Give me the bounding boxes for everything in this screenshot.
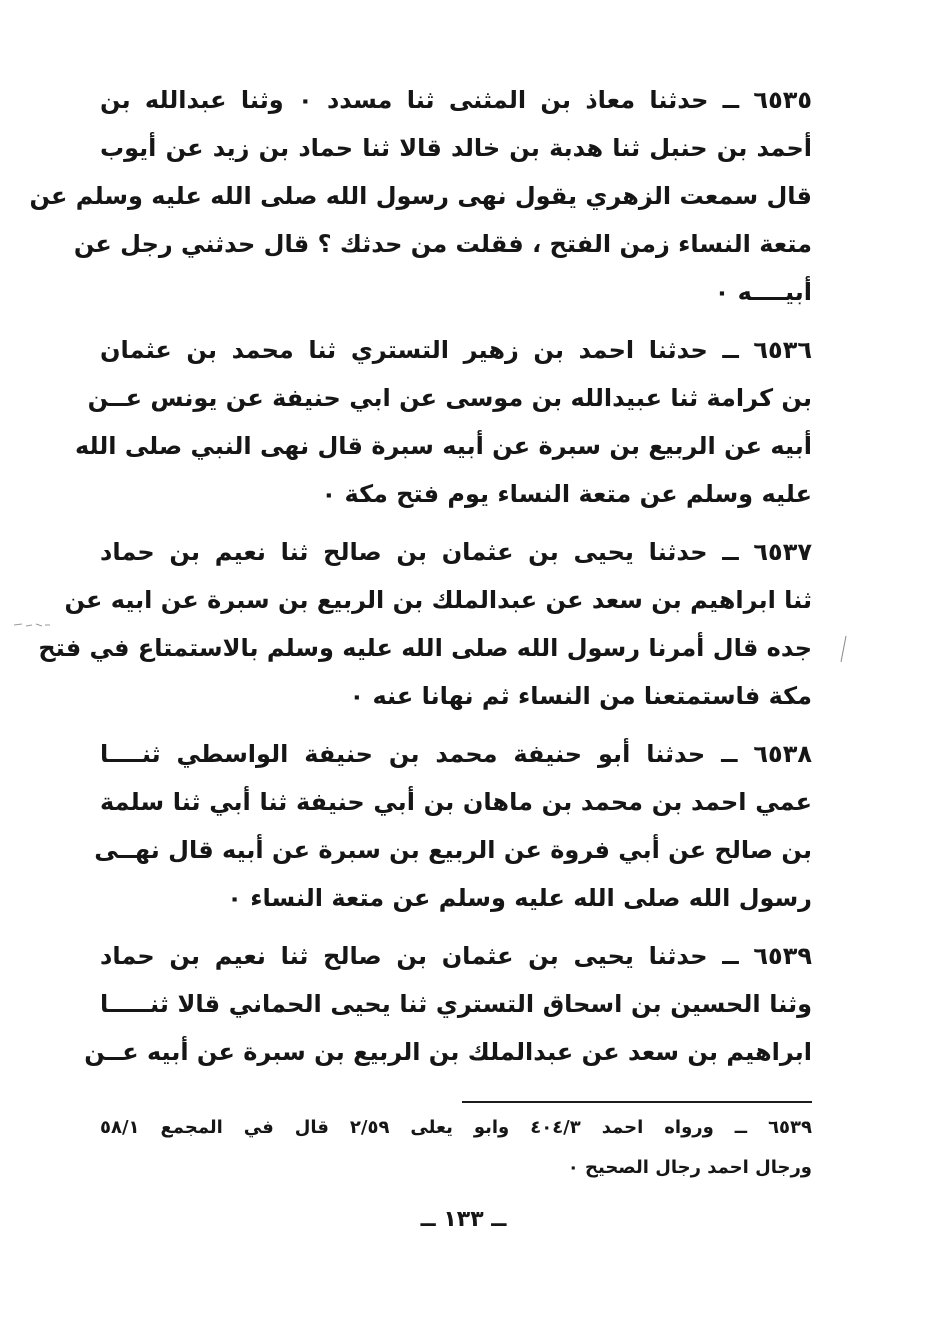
page-number: ــ ١٣٣ ــ: [420, 1207, 507, 1232]
footnote-line: ورجال احمد رجال الصحيح ٠: [567, 1157, 812, 1178]
text-line: وثنا الحسين بن اسحاق التستري ثنا يحيى الحماني قالا ثنـــــا: [100, 990, 812, 1018]
hadith-6537: [38, 528, 812, 720]
text-line: ثنا ابراهيم بن سعد عن عبدالملك بن الربيع بن سبرة عن ابيه عن: [64, 586, 812, 614]
hadith-6536: [74, 326, 812, 518]
text-line: بن كرامة ثنا عبيدالله بن موسى عن ابي حنيفة عن يونس عــن: [87, 384, 812, 412]
text-line: قال سمعت الزهري يقول نهى رسول الله صلى الله عليه وسلم عن: [29, 182, 812, 210]
text-line: أبيــــه ٠: [714, 278, 812, 306]
hadith-6539: [84, 932, 812, 1076]
text-line: ٦٥٣٧ ــ حدثنا يحيى بن عثمان بن صالح ثنا نعيم بن حماد: [100, 538, 812, 566]
scan-margin-mark: [838, 634, 848, 664]
text-line: متعة النساء زمن الفتح ، فقلت من حدثك ؟ قال حدثني رجل عن: [73, 230, 812, 258]
text-line: أبيه عن الربيع بن سبرة عن أبيه سبرة قال نهى النبي صلى الله: [74, 432, 812, 460]
hadith-6535: [29, 76, 813, 316]
hadith-6538: [94, 730, 812, 922]
footnote: [100, 1108, 812, 1188]
hadith-text-block: [29, 76, 813, 1076]
text-line: ٦٥٣٩ ــ حدثنا يحيى بن عثمان بن صالح ثنا نعيم بن حماد: [100, 942, 812, 970]
text-line: ٦٥٣٥ ــ حدثنا معاذ بن المثنى ثنا مسدد ٠ وثنا عبدالله بن: [100, 86, 813, 114]
footnote-line: ٦٥٣٩ ــ ورواه احمد ٤٠٤/٣ وابو يعلى ٢/٥٩ قال في المجمع ٥٨/١: [100, 1117, 813, 1138]
text-line: ٦٥٣٦ ــ حدثنا احمد بن زهير التستري ثنا محمد بن عثمان: [100, 336, 812, 364]
footnote-divider: [462, 1101, 812, 1103]
text-line: عمي احمد بن محمد بن ماهان بن أبي حنيفة ثنا أبي ثنا سلمة: [100, 788, 812, 816]
text-line: ٦٥٣٨ ــ حدثنا أبو حنيفة محمد بن حنيفة الواسطي ثنــــا: [100, 740, 812, 768]
text-line: ابراهيم بن سعد عن عبدالملك بن الربيع بن سبرة عن أبيه عــن: [84, 1038, 812, 1066]
text-line: جده قال أمرنا رسول الله صلى الله عليه وسلم بالاستمتاع في فتح: [38, 634, 812, 662]
text-line: أحمد بن حنبل ثنا هدبة بن خالد قالا ثنا حماد بن زيد عن أيوب: [100, 134, 812, 162]
text-line: رسول الله صلى الله عليه وسلم عن متعة النساء ٠: [227, 884, 812, 912]
text-line: عليه وسلم عن متعة النساء يوم فتح مكة ٠: [321, 480, 812, 508]
text-line: بن صالح عن أبي فروة عن الربيع بن سبرة عن أبيه قال نهــى: [94, 836, 812, 864]
text-line: مكة فاستمتعنا من النساء ثم نهانا عنه ٠: [349, 682, 812, 710]
scan-speck-mark: [12, 620, 52, 630]
